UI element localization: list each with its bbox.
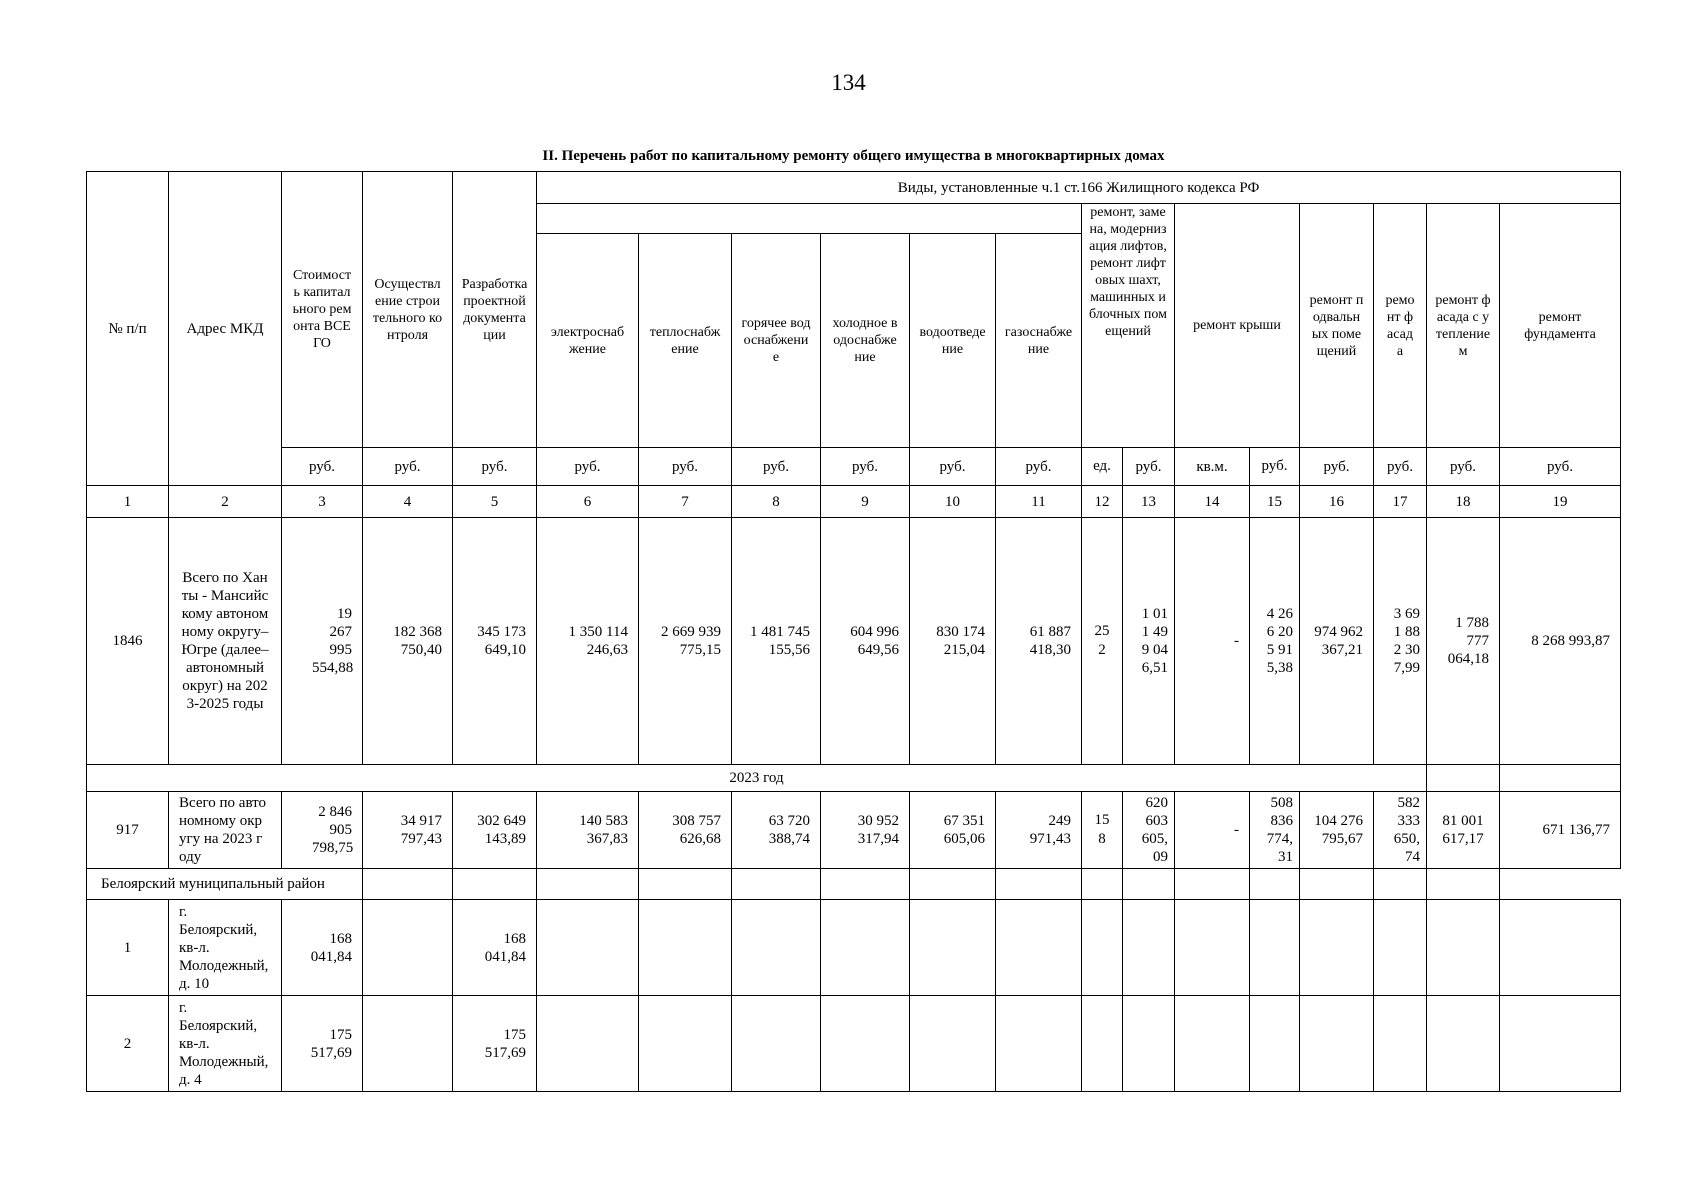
empty-cell bbox=[1500, 765, 1621, 792]
capital-repair-table bbox=[86, 171, 1621, 1092]
row-address: г. Белоярский, кв-л. Молодежный, д. 4 bbox=[169, 996, 282, 1092]
col-number: 8 bbox=[732, 486, 821, 518]
cell-c3: 2 846 905 798,75 bbox=[282, 792, 363, 869]
header-roof: ремонт крыши bbox=[1175, 204, 1300, 448]
cell-c12: 252 bbox=[1082, 518, 1123, 765]
empty-cell bbox=[1300, 900, 1374, 996]
table-row bbox=[87, 518, 1621, 765]
col-number: 17 bbox=[1374, 486, 1427, 518]
header-drainage: водоотведение bbox=[910, 234, 996, 448]
unit-c5: руб. bbox=[453, 448, 537, 486]
cell-c14: - bbox=[1175, 518, 1250, 765]
district-name: Белоярский муниципальный район bbox=[87, 869, 363, 900]
col-number: 14 bbox=[1175, 486, 1250, 518]
empty-cell bbox=[1123, 996, 1175, 1092]
unit-c11: руб. bbox=[996, 448, 1082, 486]
col-number: 10 bbox=[910, 486, 996, 518]
unit-c14: кв.м. bbox=[1175, 448, 1250, 486]
header-facade: ремонт фасада bbox=[1374, 204, 1427, 448]
header-facade-insulation: ремонт фасада с утеплением bbox=[1427, 204, 1500, 448]
cell-c5: 345 173 649,10 bbox=[453, 518, 537, 765]
col-number: 12 bbox=[1082, 486, 1123, 518]
empty-cell bbox=[1123, 869, 1175, 900]
empty-cell bbox=[639, 900, 732, 996]
header-no: № п/п bbox=[87, 172, 169, 486]
col-number: 16 bbox=[1300, 486, 1374, 518]
cell-c13: 620 603 605,09 bbox=[1123, 792, 1175, 869]
table-title: II. Перечень работ по капитальному ремонту общего имущества в многоквартирных домах bbox=[542, 148, 1165, 164]
col-number: 2 bbox=[169, 486, 282, 518]
cell-c15: 508 836 774,31 bbox=[1250, 792, 1300, 869]
empty-cell bbox=[821, 996, 910, 1092]
empty-cell bbox=[363, 996, 453, 1092]
cell-c18: 1 788 777 064,18 bbox=[1427, 518, 1500, 765]
header-foundation: ремонт фундамента bbox=[1500, 204, 1621, 448]
empty-cell bbox=[639, 869, 732, 900]
cell-c3: 168 041,84 bbox=[282, 900, 363, 996]
empty-cell bbox=[1427, 869, 1500, 900]
cell-c18: 81 001 617,17 bbox=[1427, 792, 1500, 869]
empty-cell bbox=[1175, 869, 1250, 900]
empty-cell bbox=[363, 869, 453, 900]
cell-c11: 249 971,43 bbox=[996, 792, 1082, 869]
empty-cell bbox=[732, 869, 821, 900]
header-kinds: Виды, установленные ч.1 ст.166 Жилищного кодекса РФ bbox=[537, 172, 1621, 204]
empty-cell bbox=[1374, 900, 1427, 996]
empty-cell bbox=[537, 869, 639, 900]
cell-c15: 4 266 205 915,38 bbox=[1250, 518, 1300, 765]
cell-c10: 67 351 605,06 bbox=[910, 792, 996, 869]
empty-cell bbox=[821, 900, 910, 996]
row-no: 2 bbox=[87, 996, 169, 1092]
empty-cell bbox=[910, 869, 996, 900]
unit-c8: руб. bbox=[732, 448, 821, 486]
unit-c19: руб. bbox=[1500, 448, 1621, 486]
cell-c16: 104 276 795,67 bbox=[1300, 792, 1374, 869]
empty-cell bbox=[1250, 900, 1300, 996]
cell-c6: 1 350 114 246,63 bbox=[537, 518, 639, 765]
unit-c15: руб. bbox=[1250, 448, 1300, 486]
cell-c5: 302 649 143,89 bbox=[453, 792, 537, 869]
empty-cell bbox=[1082, 869, 1123, 900]
empty-cell bbox=[1175, 996, 1250, 1092]
cell-c19: 8 268 993,87 bbox=[1500, 518, 1621, 765]
column-numbers-row bbox=[87, 486, 1621, 518]
cell-c17: 582 333 650,74 bbox=[1374, 792, 1427, 869]
empty-cell bbox=[1250, 996, 1300, 1092]
empty-cell bbox=[1374, 996, 1427, 1092]
cell-c14: - bbox=[1175, 792, 1250, 869]
col-number: 9 bbox=[821, 486, 910, 518]
cell-c6: 140 583 367,83 bbox=[537, 792, 639, 869]
header-basement: ремонт подвальных помещений bbox=[1300, 204, 1374, 448]
empty-cell bbox=[1123, 900, 1175, 996]
year-label: 2023 год bbox=[87, 765, 1427, 792]
row-address: г. Белоярский, кв-л. Молодежный, д. 10 bbox=[169, 900, 282, 996]
empty-cell bbox=[1082, 996, 1123, 1092]
header-heating: теплоснабжение bbox=[639, 234, 732, 448]
empty-cell bbox=[1300, 869, 1374, 900]
empty-cell bbox=[1500, 996, 1621, 1092]
empty-cell bbox=[732, 900, 821, 996]
empty-cell bbox=[537, 996, 639, 1092]
col-number: 11 bbox=[996, 486, 1082, 518]
cell-c12: 158 bbox=[1082, 792, 1123, 869]
unit-c18: руб. bbox=[1427, 448, 1500, 486]
empty-cell bbox=[910, 900, 996, 996]
col-number: 19 bbox=[1500, 486, 1621, 518]
unit-c6: руб. bbox=[537, 448, 639, 486]
col-number: 7 bbox=[639, 486, 732, 518]
empty-cell bbox=[996, 900, 1082, 996]
empty-cell bbox=[1374, 869, 1427, 900]
empty-cell bbox=[732, 996, 821, 1092]
cell-c3: 19 267 995 554,88 bbox=[282, 518, 363, 765]
row-address: Всего по Ханты - Мансийскому автономному округу–Югре (далее–автономный округ) на 2023-2025 годы bbox=[169, 518, 282, 765]
header-design-docs: Разработка проектной документации bbox=[453, 172, 537, 448]
empty-cell bbox=[1175, 900, 1250, 996]
col-number: 1 bbox=[87, 486, 169, 518]
header-construction-control: Осуществление строительного контроля bbox=[363, 172, 453, 448]
unit-c7: руб. bbox=[639, 448, 732, 486]
unit-c16: руб. bbox=[1300, 448, 1374, 486]
header-address: Адрес МКД bbox=[169, 172, 282, 486]
unit-c4: руб. bbox=[363, 448, 453, 486]
cell-c3: 175 517,69 bbox=[282, 996, 363, 1092]
cell-c4: 34 917 797,43 bbox=[363, 792, 453, 869]
cell-c9: 604 996 649,56 bbox=[821, 518, 910, 765]
cell-c5: 168 041,84 bbox=[453, 900, 537, 996]
header-cold-water: холодное водоснабжение bbox=[821, 234, 910, 448]
unit-c10: руб. bbox=[910, 448, 996, 486]
unit-c3: руб. bbox=[282, 448, 363, 486]
empty-cell bbox=[1427, 996, 1500, 1092]
empty-cell bbox=[910, 996, 996, 1092]
header-utilities-group bbox=[537, 204, 1082, 234]
cell-c8: 63 720 388,74 bbox=[732, 792, 821, 869]
header-lifts: ремонт, замена, модернизация лифтов, ремонт лифтовых шахт, машинных и блочных помещений bbox=[1082, 204, 1175, 448]
cell-c7: 308 757 626,68 bbox=[639, 792, 732, 869]
header-gas: газоснабжение bbox=[996, 234, 1082, 448]
table-row bbox=[87, 792, 1621, 869]
col-number: 3 bbox=[282, 486, 363, 518]
cell-c5: 175 517,69 bbox=[453, 996, 537, 1092]
col-number: 13 bbox=[1123, 486, 1175, 518]
empty-cell bbox=[639, 996, 732, 1092]
row-no: 1846 bbox=[87, 518, 169, 765]
empty-cell bbox=[821, 869, 910, 900]
col-number: 4 bbox=[363, 486, 453, 518]
cell-c17: 3 691 882 307,99 bbox=[1374, 518, 1427, 765]
empty-cell bbox=[1427, 765, 1500, 792]
header-hot-water: горячее водоснабжение bbox=[732, 234, 821, 448]
cell-c19: 671 136,77 bbox=[1500, 792, 1621, 869]
empty-cell bbox=[537, 900, 639, 996]
empty-cell bbox=[453, 869, 537, 900]
row-address: Всего по автономному округу на 2023 году bbox=[169, 792, 282, 869]
empty-cell bbox=[1300, 996, 1374, 1092]
col-number: 18 bbox=[1427, 486, 1500, 518]
cell-c10: 830 174 215,04 bbox=[910, 518, 996, 765]
cell-c8: 1 481 745 155,56 bbox=[732, 518, 821, 765]
cell-c16: 974 962 367,21 bbox=[1300, 518, 1374, 765]
cell-c7: 2 669 939 775,15 bbox=[639, 518, 732, 765]
table-row bbox=[87, 900, 1621, 996]
cell-c4: 182 368 750,40 bbox=[363, 518, 453, 765]
col-number: 6 bbox=[537, 486, 639, 518]
table-row bbox=[87, 996, 1621, 1092]
unit-c17: руб. bbox=[1374, 448, 1427, 486]
col-number: 5 bbox=[453, 486, 537, 518]
empty-cell bbox=[996, 869, 1082, 900]
unit-c9: руб. bbox=[821, 448, 910, 486]
empty-cell bbox=[1500, 900, 1621, 996]
cell-c11: 61 887 418,30 bbox=[996, 518, 1082, 765]
header-cost-total: Стоимость капитального ремонта ВСЕГО bbox=[282, 172, 363, 448]
col-number: 15 bbox=[1250, 486, 1300, 518]
empty-cell bbox=[1250, 869, 1300, 900]
empty-cell bbox=[1427, 900, 1500, 996]
cell-c13: 1 011 499 046,51 bbox=[1123, 518, 1175, 765]
empty-cell bbox=[363, 900, 453, 996]
cell-c9: 30 952 317,94 bbox=[821, 792, 910, 869]
empty-cell bbox=[1082, 900, 1123, 996]
unit-c13: руб. bbox=[1123, 448, 1175, 486]
unit-c12: ед. bbox=[1082, 448, 1123, 486]
header-electricity: электроснабжение bbox=[537, 234, 639, 448]
page-number: 134 bbox=[831, 70, 866, 95]
empty-cell bbox=[996, 996, 1082, 1092]
row-no: 917 bbox=[87, 792, 169, 869]
row-no: 1 bbox=[87, 900, 169, 996]
